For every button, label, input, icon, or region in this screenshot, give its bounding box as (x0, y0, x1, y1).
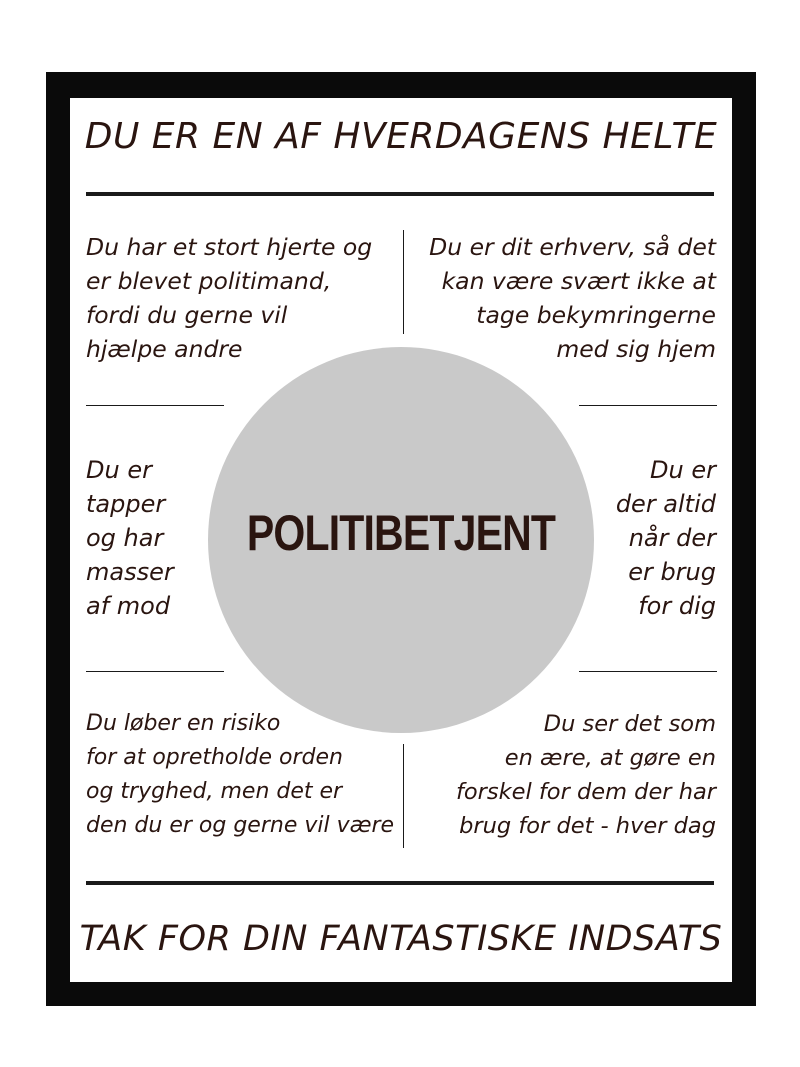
right-divider-upper (579, 405, 717, 406)
text-block-top-left: Du har et stort hjerte og er blevet politimand, fordi du gerne vil hjælpe andre (86, 233, 373, 363)
left-divider-upper (86, 405, 224, 406)
bottom-divider (86, 881, 714, 885)
poster-header: DU ER EN AF HVERDAGENS HELTE (84, 116, 718, 157)
text-block-bottom-right: Du ser det som en ære, at gøre en forskel for dem der har brug for det - hver dag (455, 711, 716, 839)
poster-footer: TAK FOR DIN FANTASTISKE INDSATS (79, 919, 723, 959)
text-block-top-right: Du er dit erhverv, så det kan være svært ikke at tage bekymringerne med sig hjem (429, 233, 716, 363)
vertical-divider-bottom (403, 744, 404, 848)
text-block-bottom-left: Du løber en risiko for at opretholde orden og tryghed, men det er den du er og gerne vil være (86, 711, 395, 838)
text-block-mid-right: Du er der altid når der er brug for dig (615, 456, 716, 620)
right-divider-lower (579, 671, 717, 672)
vertical-divider-top (403, 230, 404, 334)
center-label: POLITIBETJENT (246, 505, 556, 561)
top-divider (86, 192, 714, 196)
text-block-mid-left: Du er tapper og har masser af mod (86, 456, 174, 620)
left-divider-lower (86, 671, 224, 672)
